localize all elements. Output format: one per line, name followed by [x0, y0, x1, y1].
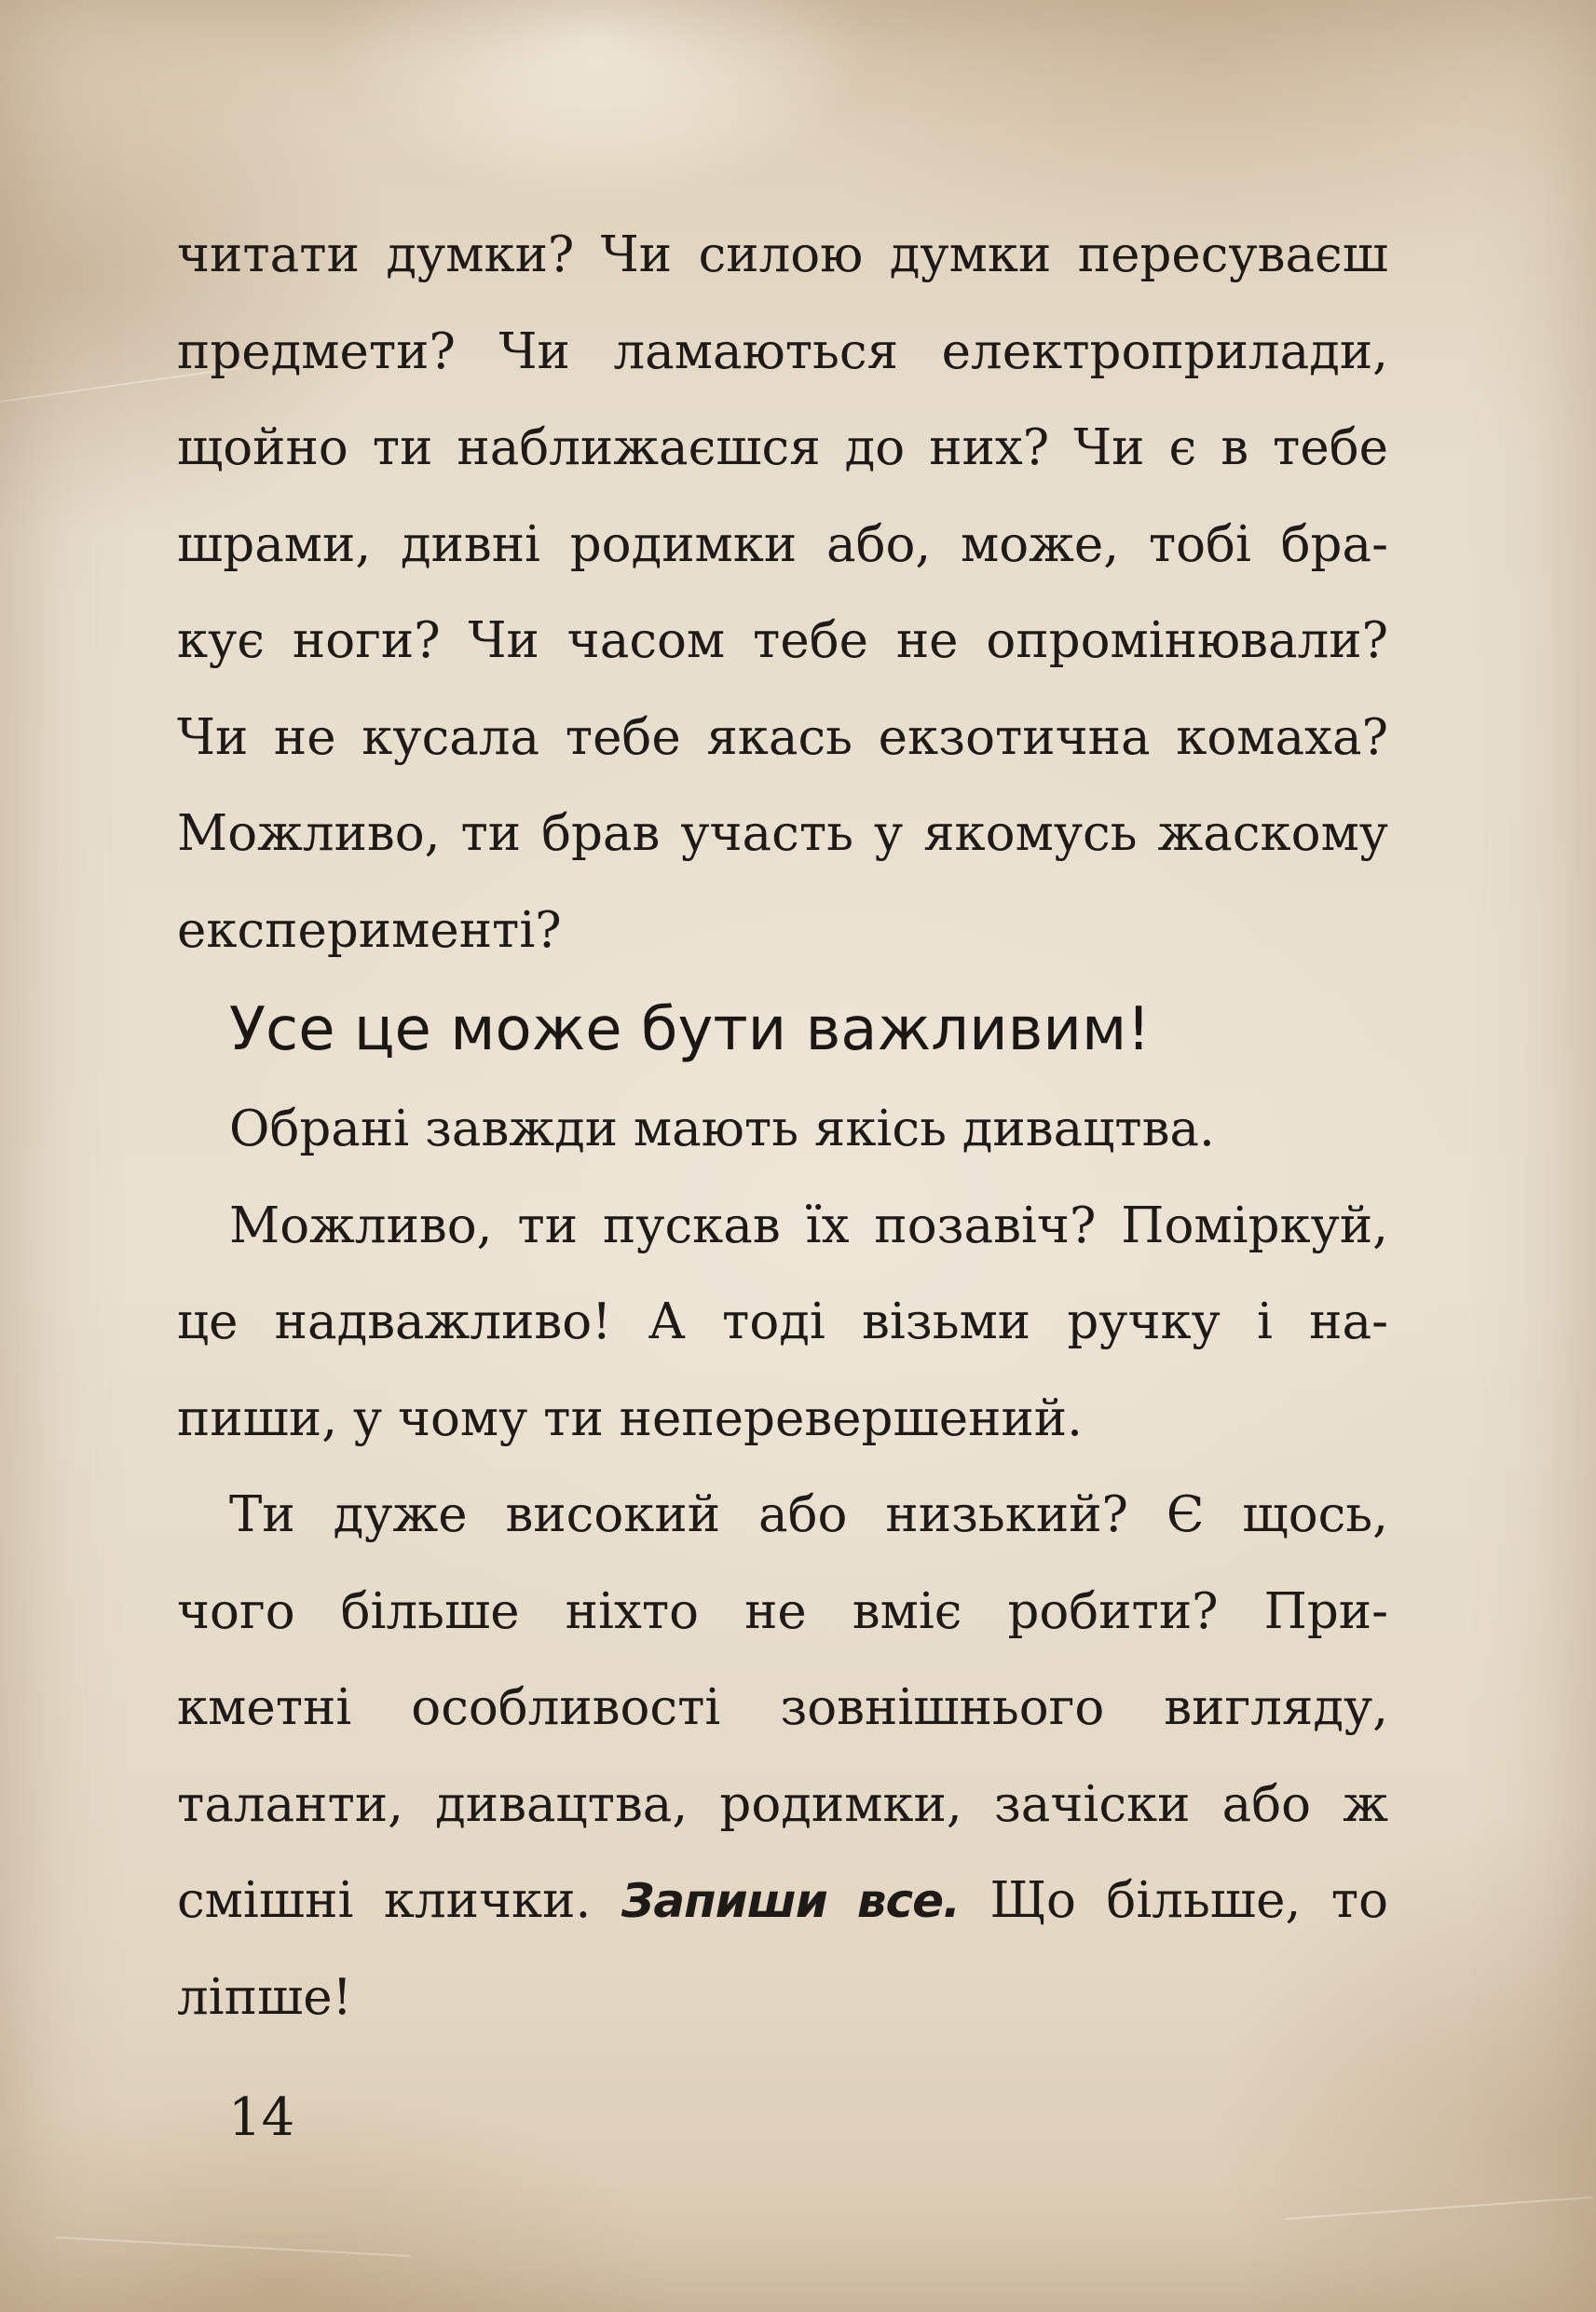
- text-line: щойно ти наближаєшся до них? Чи є в тебе: [177, 419, 1388, 476]
- body-text: [177, 207, 1388, 2045]
- paragraph-3: [177, 1178, 1388, 1468]
- paragraph-2: Обрані завжди мають якісь дивацтва.: [229, 1101, 1215, 1157]
- text-line: чого більше ніхто не вміє робити? При-: [177, 1582, 1388, 1640]
- text-line: ліпше!: [177, 1968, 352, 2026]
- paper-crease: [1286, 2196, 1592, 2220]
- text-line: таланти, дивацтва, родимки, зачіски або ж: [177, 1775, 1388, 1833]
- text-line: кметні особливості зовнішнього вигляду,: [177, 1679, 1388, 1736]
- section-heading: Усе це може бути важливим!: [229, 995, 1151, 1064]
- text-line: пиши, у чому ти неперевершений.: [177, 1389, 1083, 1447]
- handwritten-note: Запиши все.: [621, 1874, 961, 1928]
- text-segment: смішні клички.: [177, 1872, 621, 1929]
- text-line: шрами, дивні родимки або, може, тобі бра-: [177, 515, 1388, 573]
- text-line: Ти дуже високий або низький? Є щось,: [229, 1486, 1388, 1543]
- paragraph-1: [177, 207, 1388, 978]
- page-number: 14: [228, 2087, 295, 2148]
- text-segment: Що більше, то: [960, 1872, 1389, 1929]
- text-line: це надважливо! А тоді візьми ручку і на-: [177, 1293, 1388, 1350]
- text-line: предмети? Чи ламаються електроприлади,: [177, 322, 1388, 380]
- text-line: Можливо, ти брав участь у якомусь жаскому: [177, 805, 1388, 862]
- text-line: кує ноги? Чи часом тебе не опромінювали?: [177, 612, 1388, 669]
- text-line: читати думки? Чи силою думки пересуваєш: [177, 226, 1388, 283]
- paragraph-4: [177, 1467, 1388, 2045]
- paper-crease: [56, 2237, 410, 2257]
- text-line: експерименті?: [177, 901, 562, 959]
- text-line-mixed: [177, 1853, 1388, 1949]
- text-line: Чи не кусала тебе якась екзотична комаха?: [177, 708, 1388, 766]
- text-line: Можливо, ти пускав їх позавіч? Поміркуй,: [229, 1197, 1388, 1254]
